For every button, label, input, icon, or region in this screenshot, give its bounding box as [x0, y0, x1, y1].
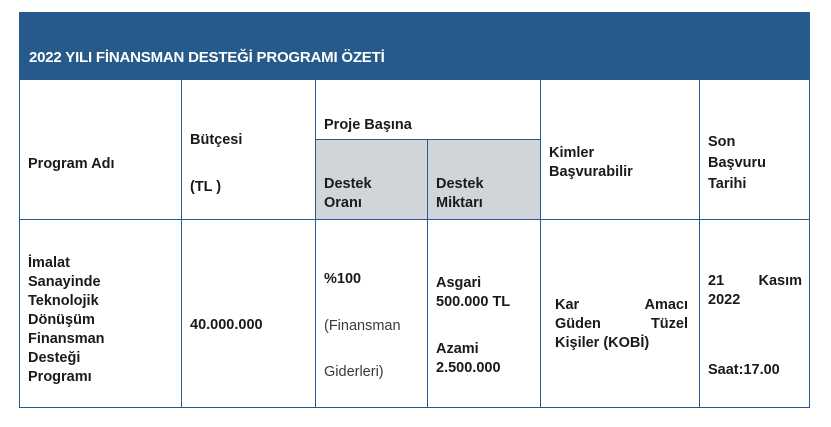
header-kimler-basvurabilir: [541, 80, 700, 220]
azami-value: 2.500.000: [436, 360, 501, 376]
destek-orani-note-line1: (Finansman: [324, 318, 401, 334]
cell-program-adi: [20, 220, 182, 408]
tarih-year: 2022: [708, 292, 741, 308]
header-son-basvuru-tarihi: [700, 80, 810, 220]
header-destek-miktari-line2: Miktarı: [436, 195, 483, 211]
butce-value: 40.000.000: [190, 317, 263, 333]
program-adi-line1: İmalat: [28, 255, 70, 271]
tarih-line1: [708, 272, 802, 291]
asgari-value: 500.000 TL: [436, 294, 511, 310]
header-program-adi-label: Program Adı: [28, 156, 115, 172]
header-program-adi: [20, 80, 182, 220]
kimler-word-tuzel: Tüzel: [650, 316, 688, 332]
kimler-word-kar: Kar: [555, 297, 580, 313]
saat-value: Saat:17.00: [708, 362, 780, 378]
summary-table: [19, 80, 810, 408]
program-adi-line3: Teknolojik: [28, 293, 99, 309]
header-kimler-line2: Başvurabilir: [549, 164, 633, 180]
kimler-line2: [555, 315, 688, 334]
azami-label: Azami: [436, 341, 479, 357]
program-adi-line5: Finansman: [28, 331, 105, 347]
cell-butce: [182, 220, 316, 408]
tarih-day: 21: [708, 273, 725, 289]
header-destek-orani: [316, 140, 428, 220]
header-butcesi-label: Bütçesi: [190, 132, 243, 148]
header-destek-miktari-line1: Destek: [436, 176, 484, 192]
header-destek-orani-line1: Destek: [324, 176, 372, 192]
program-adi-line2: Sanayinde: [28, 274, 101, 290]
destek-orani-note-line2: Giderleri): [324, 364, 384, 380]
header-proje-basina-label: Proje Başına: [324, 117, 412, 133]
table-title-bar: [19, 12, 810, 80]
tarih-month: Kasım: [758, 273, 802, 289]
program-adi-line7: Programı: [28, 369, 92, 385]
cell-destek-orani: [316, 220, 428, 408]
header-destek-orani-line2: Oranı: [324, 195, 362, 211]
kimler-word-amaci: Amacı: [644, 297, 688, 313]
asgari-label: Asgari: [436, 275, 482, 291]
kimler-word-guden: Güden: [555, 316, 601, 332]
header-kimler-line1: Kimler: [549, 145, 595, 161]
cell-son-basvuru: [700, 220, 810, 408]
header-destek-miktari: [428, 140, 541, 220]
table-title: 2022 YILI FİNANSMAN DESTEĞİ PROGRAMI ÖZETİ: [29, 49, 385, 66]
header-son-basvuru-line3: Tarihi: [708, 176, 747, 192]
header-proje-basina: [316, 80, 541, 140]
program-adi-line4: Dönüşüm: [28, 312, 95, 328]
program-adi-line6: Desteği: [28, 350, 81, 366]
cell-destek-miktari: [428, 220, 541, 408]
header-butce-birim: (TL ): [190, 179, 222, 195]
destek-orani-value: %100: [324, 271, 362, 287]
header-son-basvuru-line2: Başvuru: [708, 155, 767, 171]
header-butcesi: [182, 80, 316, 220]
kimler-line1: [555, 296, 688, 315]
cell-kimler: [541, 220, 700, 408]
header-son-basvuru-line1: Son: [708, 134, 736, 150]
kimler-line3: Kişiler (KOBİ): [555, 335, 650, 351]
